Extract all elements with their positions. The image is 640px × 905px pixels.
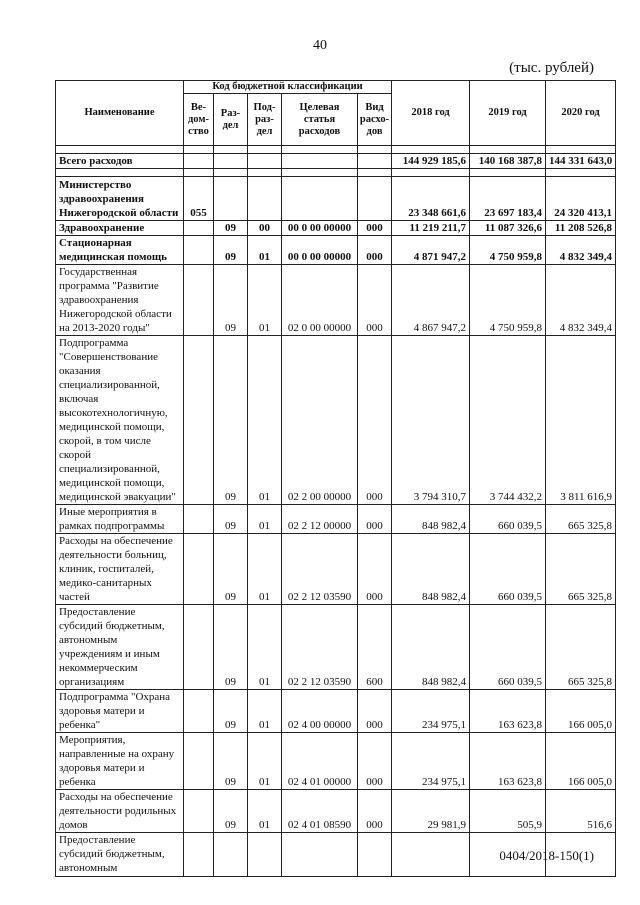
row-2020: 665 325,8	[546, 534, 616, 605]
row-name: Предоставление субсидий бюджетным, автономным учреждениям и иным некоммерческим организациям	[56, 605, 184, 690]
row-section: 09	[214, 265, 248, 336]
row-2019: 660 039,5	[470, 534, 546, 605]
row-dept	[184, 336, 214, 505]
row-2019: 23 697 183,4	[470, 177, 546, 221]
row-expense-type: 000	[358, 790, 392, 833]
header-section: Раз-дел	[214, 94, 248, 146]
row-expense-type: 000	[358, 236, 392, 265]
row-subsection: 01	[248, 505, 282, 534]
row-section: 09	[214, 336, 248, 505]
row-target	[282, 833, 358, 877]
row-expense-type: 000	[358, 265, 392, 336]
row-expense-type: 000	[358, 505, 392, 534]
table-row	[56, 690, 616, 733]
row-dept	[184, 221, 214, 236]
row-dept	[184, 790, 214, 833]
row-section	[214, 177, 248, 221]
row-section: 09	[214, 605, 248, 690]
row-2018: 848 982,4	[392, 605, 470, 690]
row-2018: 234 975,1	[392, 733, 470, 790]
table-row	[56, 605, 616, 690]
row-dept	[184, 505, 214, 534]
row-expense-type	[358, 833, 392, 877]
row-expense-type: 000	[358, 733, 392, 790]
row-2019: 140 168 387,8	[470, 154, 546, 169]
row-2018: 144 929 185,6	[392, 154, 470, 169]
row-2019: 505,9	[470, 790, 546, 833]
row-expense-type: 000	[358, 534, 392, 605]
row-expense-type	[358, 177, 392, 221]
table-row	[56, 221, 616, 236]
row-dept	[184, 733, 214, 790]
row-name: Министерство здравоохранения Нижегородской области	[56, 177, 184, 221]
row-section: 09	[214, 505, 248, 534]
row-subsection: 01	[248, 265, 282, 336]
row-target: 02 2 00 00000	[282, 336, 358, 505]
row-section: 09	[214, 534, 248, 605]
row-target	[282, 177, 358, 221]
row-subsection	[248, 154, 282, 169]
row-subsection: 01	[248, 336, 282, 505]
row-2020: 166 005,0	[546, 690, 616, 733]
row-2019: 163 623,8	[470, 690, 546, 733]
row-dept	[184, 690, 214, 733]
row-name: Подпрограмма "Охрана здоровья матери и ребенка"	[56, 690, 184, 733]
row-target: 02 4 01 00000	[282, 733, 358, 790]
table-row	[56, 177, 616, 221]
row-2019: 4 750 959,8	[470, 265, 546, 336]
units-label: (тыс. рублей)	[509, 60, 594, 76]
header-target: Целевая статья расходов	[282, 94, 358, 146]
row-target: 02 4 00 00000	[282, 690, 358, 733]
row-section	[214, 833, 248, 877]
row-dept	[184, 154, 214, 169]
row-section: 09	[214, 733, 248, 790]
row-2018: 234 975,1	[392, 690, 470, 733]
row-2020: 3 811 616,9	[546, 336, 616, 505]
row-dept: 055	[184, 177, 214, 221]
table-row	[56, 733, 616, 790]
row-target: 02 2 12 00000	[282, 505, 358, 534]
page-number: 40	[313, 38, 327, 53]
row-dept	[184, 265, 214, 336]
row-2020: 4 832 349,4	[546, 236, 616, 265]
row-2018: 3 794 310,7	[392, 336, 470, 505]
row-dept	[184, 833, 214, 877]
row-2020: 166 005,0	[546, 733, 616, 790]
row-target: 02 0 00 00000	[282, 265, 358, 336]
table-row	[56, 505, 616, 534]
row-2020: 665 325,8	[546, 505, 616, 534]
row-2019: 163 623,8	[470, 733, 546, 790]
row-name: Подпрограмма "Совершенствование оказания специализированной, включая высокотехнологичную, медицинской помощи, скорой, в том числе скорой специализированной, медицинской помощи, медицинской эвакуации"	[56, 336, 184, 505]
row-subsection: 01	[248, 690, 282, 733]
row-target: 00 0 00 00000	[282, 236, 358, 265]
row-name: Предоставление субсидий бюджетным, автономным	[56, 833, 184, 877]
row-name: Стационарная медицинская помощь	[56, 236, 184, 265]
row-2018: 848 982,4	[392, 505, 470, 534]
header-dept: Ве-дом-ство	[184, 94, 214, 146]
row-target: 02 4 01 08590	[282, 790, 358, 833]
row-dept	[184, 534, 214, 605]
row-name: Иные мероприятия в рамках подпрограммы	[56, 505, 184, 534]
row-section: 09	[214, 236, 248, 265]
document-code: 0404/2018-150(1)	[499, 848, 594, 863]
row-expense-type	[358, 154, 392, 169]
row-2020: 24 320 413,1	[546, 177, 616, 221]
table-row	[56, 790, 616, 833]
row-2018: 4 867 947,2	[392, 265, 470, 336]
row-section: 09	[214, 690, 248, 733]
header-2020: 2020 год	[546, 81, 616, 146]
row-section	[214, 154, 248, 169]
header-name: Наименование	[56, 81, 184, 146]
table-row	[56, 265, 616, 336]
header-subsection: Под-раз-дел	[248, 94, 282, 146]
row-subsection: 01	[248, 733, 282, 790]
row-2020: 516,6	[546, 790, 616, 833]
row-2018	[392, 833, 470, 877]
header-expense-type: Вид расхо-дов	[358, 94, 392, 146]
row-name: Всего расходов	[56, 154, 184, 169]
row-target: 02 2 12 03590	[282, 534, 358, 605]
row-expense-type: 000	[358, 690, 392, 733]
row-section: 09	[214, 221, 248, 236]
row-2018: 11 219 211,7	[392, 221, 470, 236]
row-2019: 4 750 959,8	[470, 236, 546, 265]
row-2020: 11 208 526,8	[546, 221, 616, 236]
row-subsection: 01	[248, 605, 282, 690]
row-2018: 4 871 947,2	[392, 236, 470, 265]
table-row	[56, 534, 616, 605]
row-subsection	[248, 177, 282, 221]
row-section: 09	[214, 790, 248, 833]
row-2019: 660 039,5	[470, 605, 546, 690]
row-name: Государственная программа "Развитие здравоохранения Нижегородской области на 2013-2020 годы"	[56, 265, 184, 336]
row-subsection: 01	[248, 236, 282, 265]
row-name: Здравоохранение	[56, 221, 184, 236]
budget-table	[55, 80, 616, 877]
row-2020: 4 832 349,4	[546, 265, 616, 336]
table-row	[56, 336, 616, 505]
row-name: Расходы на обеспечение деятельности больниц, клиник, госпиталей, медико-санитарных частей	[56, 534, 184, 605]
row-subsection: 00	[248, 221, 282, 236]
row-expense-type: 000	[358, 336, 392, 505]
row-subsection: 01	[248, 534, 282, 605]
row-dept	[184, 605, 214, 690]
row-2020: 144 331 643,0	[546, 154, 616, 169]
row-expense-type: 600	[358, 605, 392, 690]
row-2018: 29 981,9	[392, 790, 470, 833]
row-2020: 665 325,8	[546, 605, 616, 690]
header-2019: 2019 год	[470, 81, 546, 146]
row-name: Мероприятия, направленные на охрану здоровья матери и ребенка	[56, 733, 184, 790]
row-2019: 11 087 326,6	[470, 221, 546, 236]
row-2019: 660 039,5	[470, 505, 546, 534]
row-expense-type: 000	[358, 221, 392, 236]
row-2018: 23 348 661,6	[392, 177, 470, 221]
table-row	[56, 154, 616, 169]
header-2018: 2018 год	[392, 81, 470, 146]
row-target: 00 0 00 00000	[282, 221, 358, 236]
row-subsection: 01	[248, 790, 282, 833]
row-2019: 3 744 432,2	[470, 336, 546, 505]
row-target: 02 2 12 03590	[282, 605, 358, 690]
row-name: Расходы на обеспечение деятельности родильных домов	[56, 790, 184, 833]
row-subsection	[248, 833, 282, 877]
table-row	[56, 236, 616, 265]
row-dept	[184, 236, 214, 265]
row-target	[282, 154, 358, 169]
row-2018: 848 982,4	[392, 534, 470, 605]
header-code-group: Код бюджетной классификации	[184, 81, 392, 94]
